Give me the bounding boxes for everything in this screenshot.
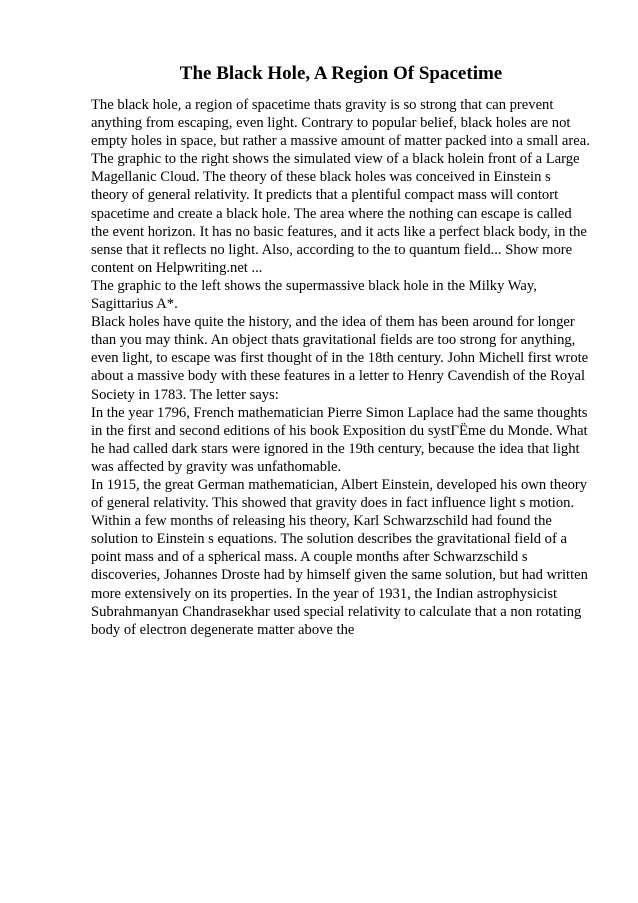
body-line: The black hole, a region of spacetime thats gravity is so strong that can prevent <box>91 97 554 113</box>
body-line: solution to Einstein s equations. The solution describes the gravitational field of a <box>91 531 567 548</box>
body-line: he had called dark stars were ignored in the 19th century, because the idea that light <box>91 440 580 457</box>
body-line: more extensively on its properties. In the year of 1931, the Indian astrophysicist <box>91 585 558 602</box>
body-line: even light, to escape was first thought of in the 18th century. John Michell first wrote <box>91 350 589 367</box>
body-line: discoveries, Johannes Droste had by himself given the same solution, but had written <box>91 567 588 584</box>
body-line: the event horizon. It has no basic features, and it acts like a perfect black body, in the <box>91 223 587 240</box>
body-line: was affected by gravity was unfathomable. <box>91 458 342 475</box>
body-line: content on Helpwriting.net ... <box>91 259 263 276</box>
body-line: point mass and of a spherical mass. A couple months after Schwarzschild s <box>91 549 528 566</box>
body-line: about a massive body with these features in a letter to Henry Cavendish of the Royal <box>91 368 586 385</box>
body-line: body of electron degenerate matter above the <box>91 621 355 638</box>
body-line: spacetime and create a black hole. The area where the nothing can escape is called <box>91 205 572 222</box>
body-line: In 1915, the great German mathematician, Albert Einstein, developed his own theory <box>91 476 588 493</box>
body-line: Black holes have quite the history, and the idea of them has been around for longer <box>91 314 575 331</box>
body-line: than you may think. An object thats gravitational fields are too strong for anything, <box>91 332 576 349</box>
body-line: anything from escaping, even light. Contrary to popular belief, black holes are not <box>91 115 571 132</box>
body-line: Subrahmanyan Chandrasekhar used special relativity to calculate that a non rotating <box>91 603 582 620</box>
body-line: Sagittarius A*. <box>91 296 178 313</box>
document-title: The Black Hole, A Region Of Spacetime <box>179 63 503 84</box>
body-line: Magellanic Cloud. The theory of these black holes was conceived in Einstein s <box>91 169 551 186</box>
body-line: Society in 1783. The letter says: <box>91 386 279 403</box>
body-line: The graphic to the left shows the supermassive black hole in the Milky Way, <box>91 277 537 294</box>
body-line: Within a few months of releasing his theory, Karl Schwarzschild had found the <box>91 513 552 530</box>
body-line: The graphic to the right shows the simulated view of a black holein front of a Large <box>91 151 580 168</box>
body-line: In the year 1796, French mathematician Pierre Simon Laplace had the same thoughts <box>91 404 588 421</box>
body-line: in the first and second editions of his book Exposition du systГЁme du Monde. What <box>91 422 588 439</box>
body-line: theory of general relativity. It predicts that a plentiful compact mass will contort <box>91 187 559 204</box>
document-body <box>91 96 601 639</box>
body-line: empty holes in space, but rather a massive amount of matter packed into a small area. <box>91 133 590 150</box>
body-line: sense that it reflects no light. Also, according to the to quantum field... Show more <box>91 241 573 258</box>
body-line: of general relativity. This showed that gravity does in fact influence light s motion. <box>91 495 575 512</box>
